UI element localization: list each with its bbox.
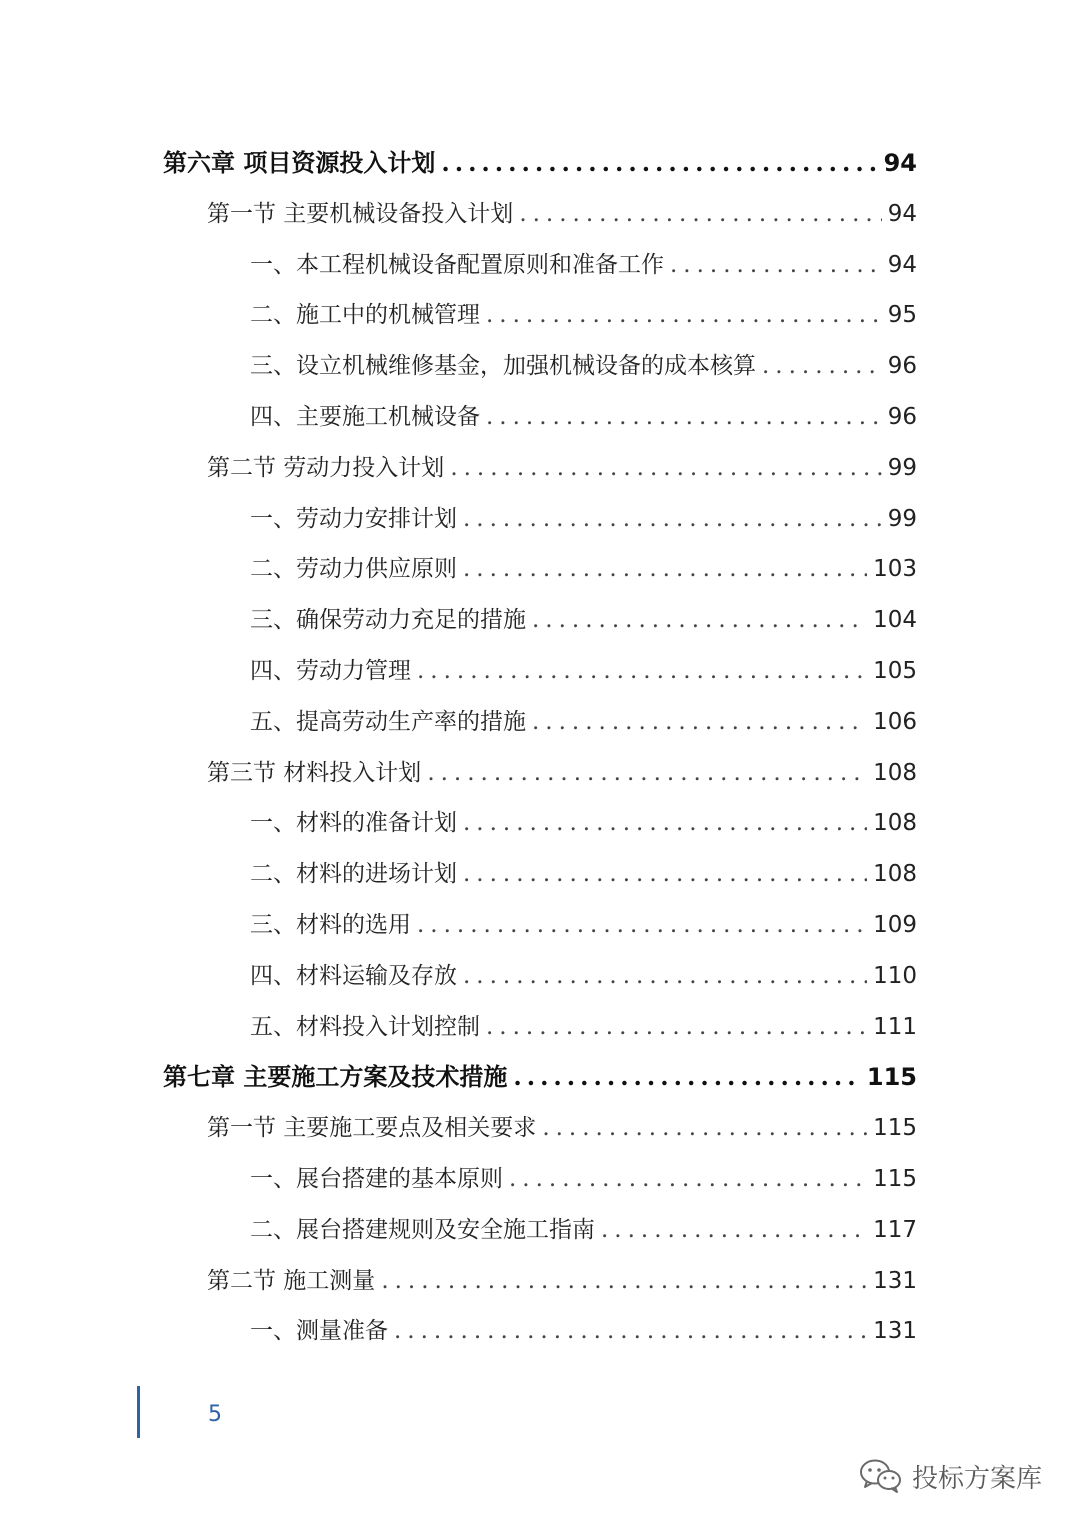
toc-section-entry[interactable] <box>207 753 917 793</box>
toc-subsection-entry[interactable] <box>250 346 917 386</box>
toc-subsection-entry[interactable] <box>250 854 917 894</box>
toc-leader-dots <box>670 245 882 285</box>
toc-entry-title: 第二节 劳动力投入计划 <box>207 455 445 481</box>
toc-subsection-entry[interactable] <box>250 549 917 589</box>
toc-entry-page: 99 <box>887 506 917 532</box>
toc-leader-dots <box>762 346 882 386</box>
toc-leader-dots <box>519 194 881 234</box>
toc-chapter-entry[interactable] <box>163 1057 917 1097</box>
toc-entry-title: 第七章 主要施工方案及技术措施 <box>163 1062 508 1091</box>
toc-subsection-entry[interactable] <box>250 1159 917 1199</box>
wechat-icon <box>858 1456 904 1496</box>
toc-leader-dots <box>513 1057 861 1097</box>
page-number: 5 <box>208 1402 222 1427</box>
toc-leader-dots <box>532 600 867 640</box>
toc-subsection-entry[interactable] <box>250 905 917 945</box>
toc-entry-page: 115 <box>873 1115 917 1141</box>
toc-leader-dots <box>463 956 867 996</box>
toc-entry-title: 二、劳动力供应原则 <box>250 556 457 582</box>
toc-leader-dots <box>542 1108 867 1148</box>
toc-subsection-entry[interactable] <box>250 1311 917 1351</box>
toc-entry-title: 三、材料的选用 <box>250 912 411 938</box>
toc-entry-title: 一、劳动力安排计划 <box>250 506 457 532</box>
toc-entry-title: 一、展台搭建的基本原则 <box>250 1166 503 1192</box>
toc-entry-title: 四、劳动力管理 <box>250 658 411 684</box>
toc-entry-title: 五、提高劳动生产率的措施 <box>250 709 526 735</box>
toc-leader-dots <box>532 702 867 742</box>
toc-entry-page: 95 <box>887 302 917 328</box>
toc-subsection-entry[interactable] <box>250 702 917 742</box>
toc-leader-dots <box>427 753 867 793</box>
toc-entry-page: 115 <box>873 1166 917 1192</box>
toc-chapter-entry[interactable] <box>163 143 917 183</box>
toc-section-entry[interactable] <box>207 1108 917 1148</box>
watermark-text: 投标方案库 <box>912 1463 1043 1494</box>
toc-entry-page: 94 <box>883 149 917 177</box>
toc-entry-title: 第一节 主要机械设备投入计划 <box>207 201 514 227</box>
toc-subsection-entry[interactable] <box>250 397 917 437</box>
toc-entry-title: 第六章 项目资源投入计划 <box>163 148 436 177</box>
toc-entry-page: 103 <box>873 556 917 582</box>
toc-entry-title: 第二节 施工测量 <box>207 1268 376 1294</box>
toc-subsection-entry[interactable] <box>250 245 917 285</box>
toc-leader-dots <box>441 143 877 183</box>
toc-entry-title: 三、确保劳动力充足的措施 <box>250 607 526 633</box>
toc-entry-page: 108 <box>873 760 917 786</box>
toc-entry-page: 115 <box>866 1063 917 1091</box>
toc-subsection-entry[interactable] <box>250 295 917 335</box>
toc-entry-title: 二、材料的进场计划 <box>250 861 457 887</box>
toc-entry-page: 94 <box>887 201 917 227</box>
toc-entry-title: 五、材料投入计划控制 <box>250 1014 480 1040</box>
toc-entry-title: 一、本工程机械设备配置原则和准备工作 <box>250 252 664 278</box>
footer-accent-bar <box>137 1386 140 1438</box>
toc-entry-page: 108 <box>873 861 917 887</box>
toc-subsection-entry[interactable] <box>250 651 917 691</box>
toc-entry-page: 104 <box>873 607 917 633</box>
toc-entry-page: 96 <box>887 404 917 430</box>
toc-entry-title: 第一节 主要施工要点及相关要求 <box>207 1115 537 1141</box>
toc-entry-page: 109 <box>873 912 917 938</box>
toc-section-entry[interactable] <box>207 194 917 234</box>
toc-leader-dots <box>463 803 867 843</box>
toc-section-entry[interactable] <box>207 1261 917 1301</box>
toc-entry-title: 第三节 材料投入计划 <box>207 760 422 786</box>
toc-subsection-entry[interactable] <box>250 600 917 640</box>
watermark <box>858 1456 1042 1496</box>
toc-entry-title: 一、测量准备 <box>250 1318 388 1344</box>
toc-entry-title: 二、施工中的机械管理 <box>250 302 480 328</box>
toc-entry-page: 94 <box>887 252 917 278</box>
toc-subsection-entry[interactable] <box>250 956 917 996</box>
toc-leader-dots <box>417 651 867 691</box>
toc-leader-dots <box>450 448 881 488</box>
toc-leader-dots <box>486 1007 867 1047</box>
toc-leader-dots <box>463 499 882 539</box>
toc-entry-page: 117 <box>873 1217 917 1243</box>
toc-entry-page: 108 <box>873 810 917 836</box>
toc-leader-dots <box>486 295 882 335</box>
toc-leader-dots <box>486 397 882 437</box>
toc-leader-dots <box>463 854 867 894</box>
toc-subsection-entry[interactable] <box>250 499 917 539</box>
toc-entry-page: 106 <box>873 709 917 735</box>
toc-leader-dots <box>463 549 867 589</box>
toc-entry-page: 131 <box>873 1318 917 1344</box>
toc-leader-dots <box>601 1210 867 1250</box>
toc-entry-page: 96 <box>887 353 917 379</box>
toc-leader-dots <box>417 905 867 945</box>
toc-entry-page: 131 <box>873 1268 917 1294</box>
toc-subsection-entry[interactable] <box>250 1210 917 1250</box>
toc-entry-title: 三、设立机械维修基金，加强机械设备的成本核算 <box>250 353 756 379</box>
toc-leader-dots <box>509 1159 867 1199</box>
toc-entry-page: 110 <box>873 963 917 989</box>
toc-leader-dots <box>381 1261 867 1301</box>
toc-entry-page: 99 <box>887 455 917 481</box>
toc-entry-title: 四、材料运输及存放 <box>250 963 457 989</box>
toc-entry-title: 二、展台搭建规则及安全施工指南 <box>250 1217 595 1243</box>
toc-leader-dots <box>394 1311 867 1351</box>
toc-section-entry[interactable] <box>207 448 917 488</box>
toc-entry-title: 四、主要施工机械设备 <box>250 404 480 430</box>
toc-entry-page: 105 <box>873 658 917 684</box>
toc-subsection-entry[interactable] <box>250 1007 917 1047</box>
toc-entry-page: 111 <box>873 1014 917 1040</box>
toc-entry-title: 一、材料的准备计划 <box>250 810 457 836</box>
toc-subsection-entry[interactable] <box>250 803 917 843</box>
